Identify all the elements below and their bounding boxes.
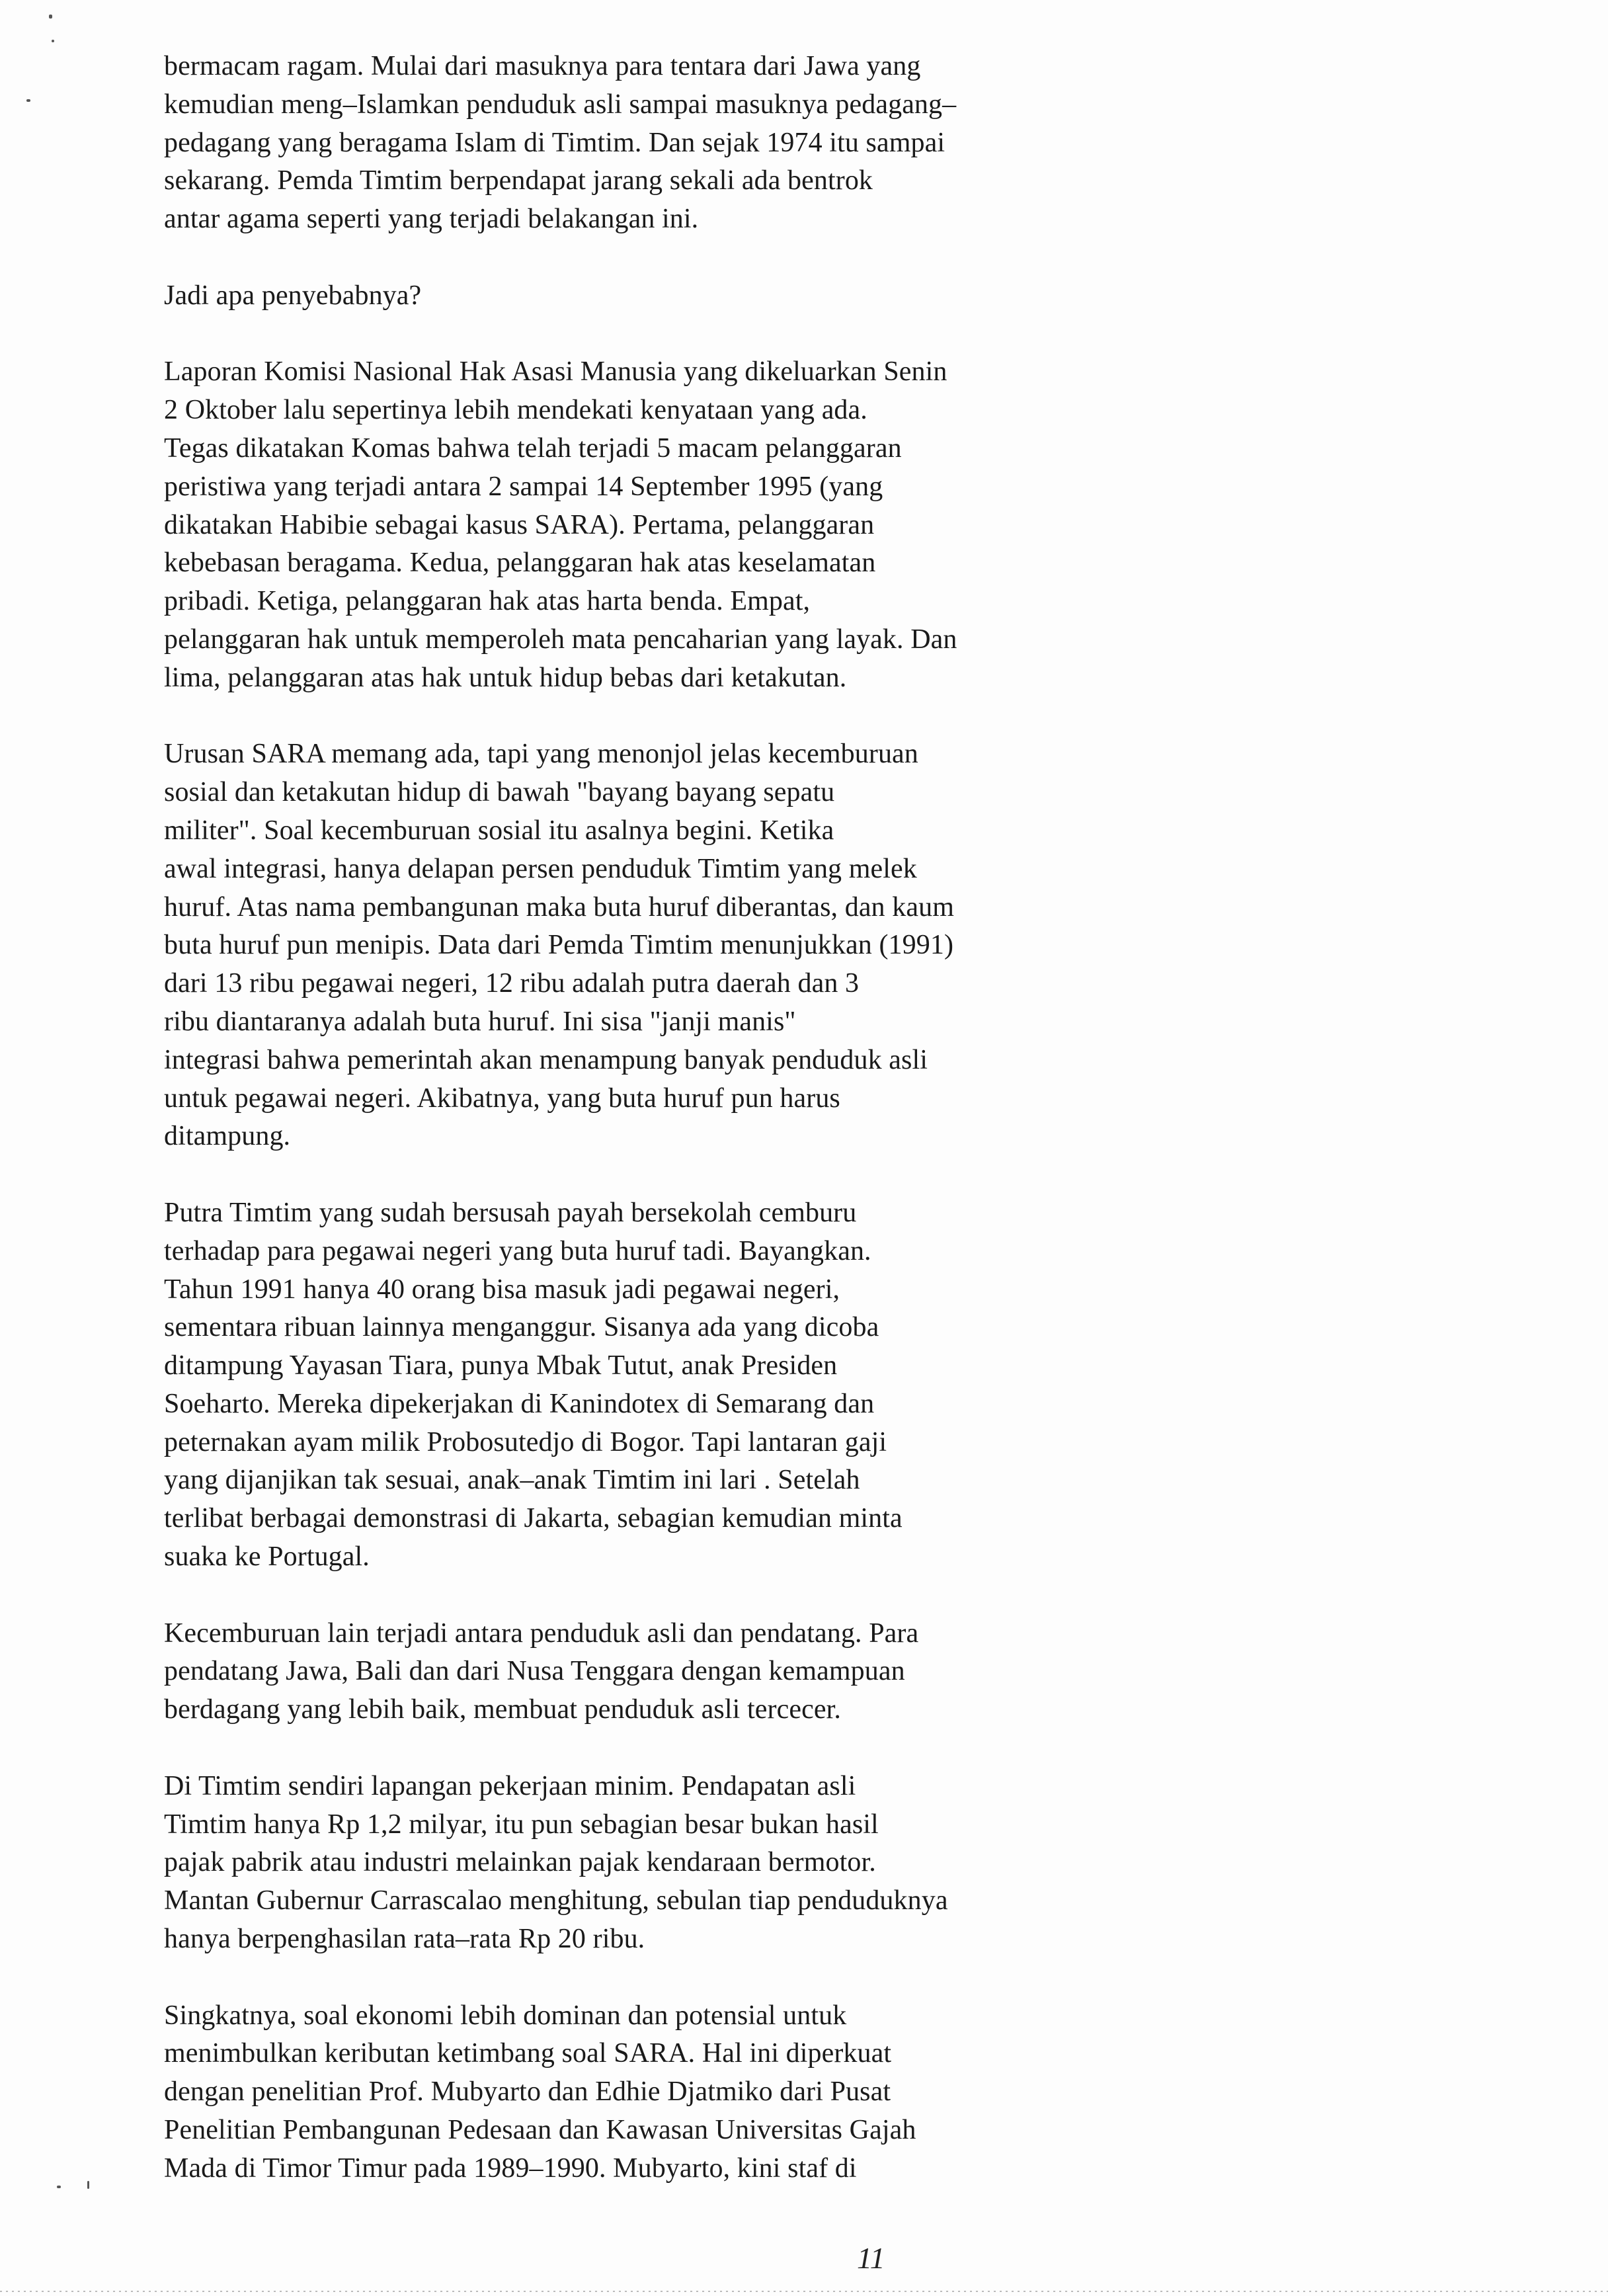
- text-line: pribadi. Ketiga, pelanggaran hak atas harta benda. Empat,: [164, 586, 811, 617]
- text-line: buta huruf pun menipis. Data dari Pemda Timtim menunjukkan (1991): [164, 930, 954, 961]
- page-number: 11: [857, 2241, 885, 2275]
- text-line: suaka ke Portugal.: [164, 1541, 370, 1573]
- text-line: militer". Soal kecemburuan sosial itu asalnya begini. Ketika: [164, 815, 834, 846]
- text-line: kebebasan beragama. Kedua, pelanggaran hak atas keselamatan: [164, 548, 876, 579]
- paragraph-5: [164, 1194, 1467, 1577]
- text-line: Mantan Gubernur Carrascalao menghitung, sebulan tiap penduduknya: [164, 1885, 948, 1916]
- text-line: Urusan SARA memang ada, tapi yang menonjol jelas kecemburuan: [164, 739, 918, 770]
- scan-speck: [49, 15, 52, 19]
- text-line: untuk pegawai negeri. Akibatnya, yang buta huruf pun harus: [164, 1083, 840, 1114]
- text-line: Laporan Komisi Nasional Hak Asasi Manusia yang dikeluarkan Senin: [164, 356, 947, 388]
- text-line: Di Timtim sendiri lapangan pekerjaan minim. Pendapatan asli: [164, 1770, 856, 1801]
- text-line: integrasi bahwa pemerintah akan menampung banyak penduduk asli: [164, 1044, 928, 1075]
- text-line: pajak pabrik atau industri melainkan pajak kendaraan bermotor.: [164, 1847, 876, 1878]
- text-line: peternakan ayam milik Probosutedjo di Bogor. Tapi lantaran gaji: [164, 1426, 887, 1457]
- paragraph-gap: [164, 239, 1467, 277]
- text-line: Tegas dikatakan Komas bahwa telah terjadi 5 macam pelanggaran: [164, 432, 902, 464]
- text-line: menimbulkan keributan ketimbang soal SARA. Hal ini diperkuat: [164, 2038, 892, 2069]
- text-line: dari 13 ribu pegawai negeri, 12 ribu adalah putra daerah dan 3: [164, 968, 860, 999]
- paragraph-gap: [164, 1577, 1467, 1615]
- text-line: Singkatnya, soal ekonomi lebih dominan dan potensial untuk: [164, 2000, 847, 2031]
- paragraph-2: [164, 277, 1467, 315]
- text-line: Mada di Timor Timur pada 1989–1990. Mubyarto, kini staf di: [164, 2152, 857, 2184]
- text-line: lima, pelanggaran atas hak untuk hidup bebas dari ketakutan.: [164, 662, 847, 693]
- text-line: Jadi apa penyebabnya?: [164, 280, 422, 311]
- scan-speck: [87, 2181, 89, 2189]
- text-line: huruf. Atas nama pembangunan maka buta huruf diberantas, dan kaum: [164, 891, 954, 922]
- text-line: dengan penelitian Prof. Mubyarto dan Edhie Djatmiko dari Pusat: [164, 2076, 891, 2108]
- body-text: [164, 48, 1467, 2188]
- text-line: Kecemburuan lain terjadi antara penduduk asli dan pendatang. Para: [164, 1618, 919, 1649]
- scan-speck: [52, 40, 54, 42]
- text-line: sosial dan ketakutan hidup di bawah "bayang bayang sepatu: [164, 777, 835, 808]
- text-line: antar agama seperti yang terjadi belakangan ini.: [164, 204, 699, 235]
- text-line: yang dijanjikan tak sesuai, anak–anak Timtim ini lari . Setelah: [164, 1465, 860, 1496]
- paragraph-4: [164, 735, 1467, 1156]
- text-line: peristiwa yang terjadi antara 2 sampai 14 September 1995 (yang: [164, 471, 883, 502]
- scan-speck: [57, 2186, 61, 2188]
- text-line: 2 Oktober lalu sepertinya lebih mendekati kenyataan yang ada.: [164, 395, 867, 426]
- text-line: dikatakan Habibie sebagai kasus SARA). Pertama, pelanggaran: [164, 509, 875, 540]
- text-line: hanya berpenghasilan rata–rata Rp 20 ribu.: [164, 1924, 645, 1955]
- text-line: berdagang yang lebih baik, membuat penduduk asli tercecer.: [164, 1694, 841, 1725]
- paragraph-7: [164, 1768, 1467, 1959]
- text-line: terhadap para pegawai negeri yang buta huruf tadi. Bayangkan.: [164, 1235, 871, 1266]
- scan-speck: [26, 99, 30, 102]
- paragraph-1: [164, 48, 1467, 239]
- text-line: pedagang yang beragama Islam di Timtim. Dan sejak 1974 itu sampai: [164, 127, 945, 158]
- text-line: ditampung.: [164, 1121, 291, 1152]
- text-line: kemudian meng–Islamkan penduduk asli sampai masuknya pedagang–: [164, 89, 957, 120]
- paragraph-8: [164, 1997, 1467, 2188]
- paragraph-gap: [164, 1156, 1467, 1194]
- paragraph-gap: [164, 1959, 1467, 1997]
- text-line: bermacam ragam. Mulai dari masuknya para tentara dari Jawa yang: [164, 51, 921, 81]
- text-line: Timtim hanya Rp 1,2 milyar, itu pun sebagian besar bukan hasil: [164, 1809, 879, 1840]
- text-line: pelanggaran hak untuk memperoleh mata pencaharian yang layak. Dan: [164, 624, 957, 655]
- text-line: awal integrasi, hanya delapan persen penduduk Timtim yang melek: [164, 853, 917, 884]
- paragraph-6: [164, 1615, 1467, 1729]
- paragraph-3: [164, 353, 1467, 697]
- text-line: Penelitian Pembangunan Pedesaan dan Kawasan Universitas Gajah: [164, 2115, 916, 2146]
- paragraph-gap: [164, 698, 1467, 736]
- text-line: sekarang. Pemda Timtim berpendapat jarang sekali ada bentrok: [164, 165, 873, 196]
- paragraph-gap: [164, 1729, 1467, 1768]
- text-line: Putra Timtim yang sudah bersusah payah bersekolah cemburu: [164, 1197, 857, 1228]
- text-line: terlibat berbagai demonstrasi di Jakarta, sebagian kemudian minta: [164, 1503, 903, 1534]
- text-line: pendatang Jawa, Bali dan dari Nusa Tenggara dengan kemampuan: [164, 1656, 905, 1687]
- text-line: Tahun 1991 hanya 40 orang bisa masuk jadi pegawai negeri,: [164, 1274, 840, 1305]
- text-line: sementara ribuan lainnya menganggur. Sisanya ada yang dicoba: [164, 1312, 879, 1343]
- paragraph-gap: [164, 315, 1467, 354]
- text-line: ribu diantaranya adalah buta huruf. Ini sisa "janji manis": [164, 1006, 796, 1037]
- text-line: Soeharto. Mereka dipekerjakan di Kanindotex di Semarang dan: [164, 1388, 875, 1419]
- scan-edge: [0, 2291, 1608, 2292]
- text-line: ditampung Yayasan Tiara, punya Mbak Tutut, anak Presiden: [164, 1350, 838, 1381]
